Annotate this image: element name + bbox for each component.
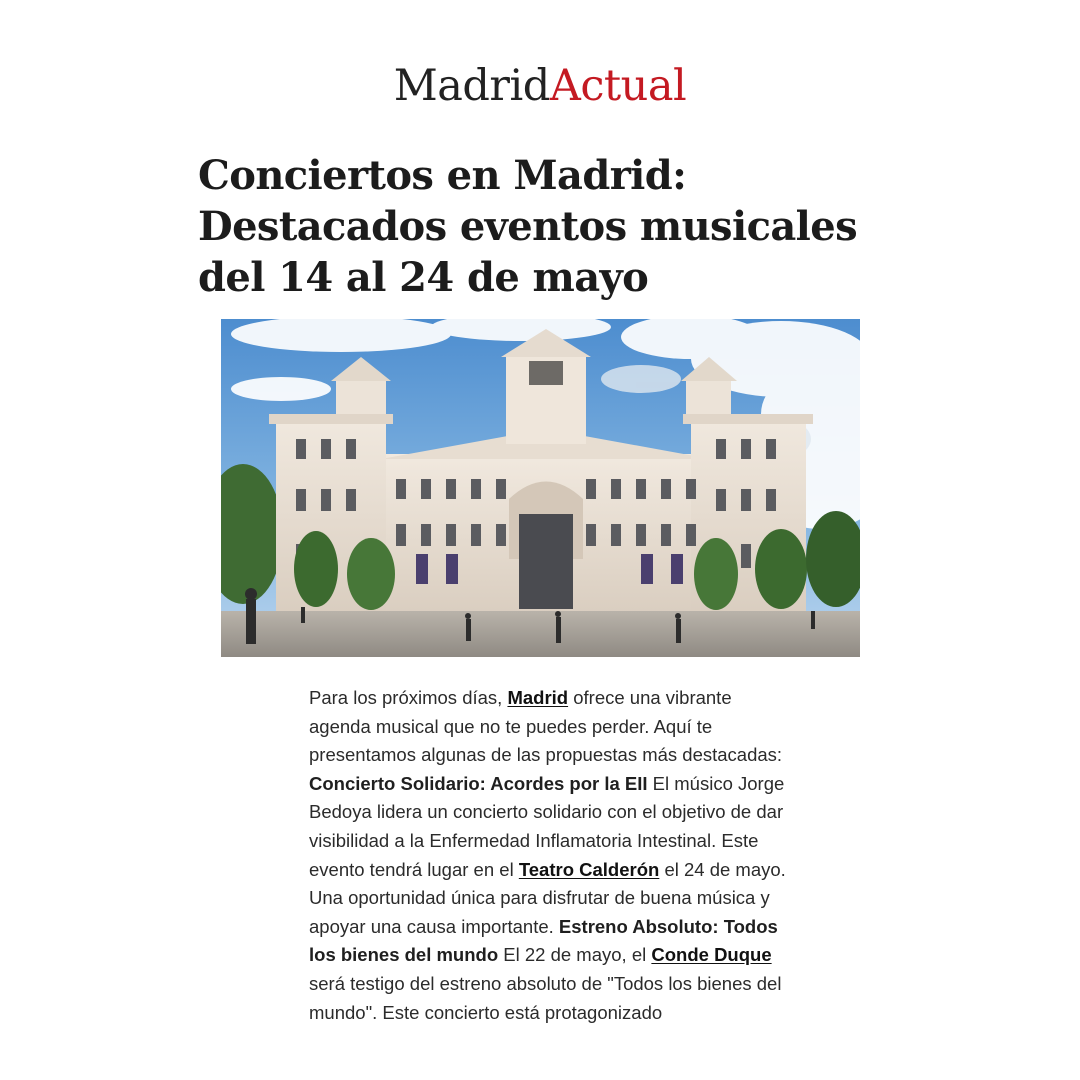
link-madrid[interactable]: Madrid: [507, 687, 569, 708]
body-text: Para los próximos días,: [309, 687, 508, 708]
site-logo[interactable]: [0, 58, 1080, 114]
body-text: ofrece una vibrante agenda musical que no te puedes perder. Aquí te presentamos algunas de las propuestas más destacadas:: [309, 687, 783, 766]
link-teatro-calderon[interactable]: Teatro Calderón: [518, 858, 660, 880]
event-title-estreno-absoluto: Estreno Absoluto: Todos los bienes del mundo: [309, 915, 778, 966]
logo-word-madrid: Madrid: [393, 61, 550, 111]
article-headline: Conciertos en Madrid: Destacados eventos musicales del 14 al 24 de mayo: [198, 152, 858, 301]
body-text: El 22 de mayo, el: [498, 944, 652, 966]
body-text: el 24 de mayo. Una oportunidad única para disfrutar de buena música y apoyar una causa importante.: [309, 858, 786, 937]
body-text: será testigo del estreno absoluto de "Todos los bienes del mundo". Este concierto está protagonizado: [309, 972, 782, 1023]
article-body: [309, 684, 789, 1027]
hero-image: [221, 319, 860, 657]
event-title-concierto-solidario: Concierto Solidario: Acordes por la EII: [309, 772, 648, 794]
body-text: El músico Jorge Bedoya lidera un concierto solidario con el objetivo de dar visibilidad a la Enfermedad Inflamatoria Intestinal. Este evento tendrá lugar en el: [309, 772, 785, 880]
link-conde-duque[interactable]: Conde Duque: [651, 944, 772, 966]
logo-word-actual: Actual: [549, 61, 687, 111]
